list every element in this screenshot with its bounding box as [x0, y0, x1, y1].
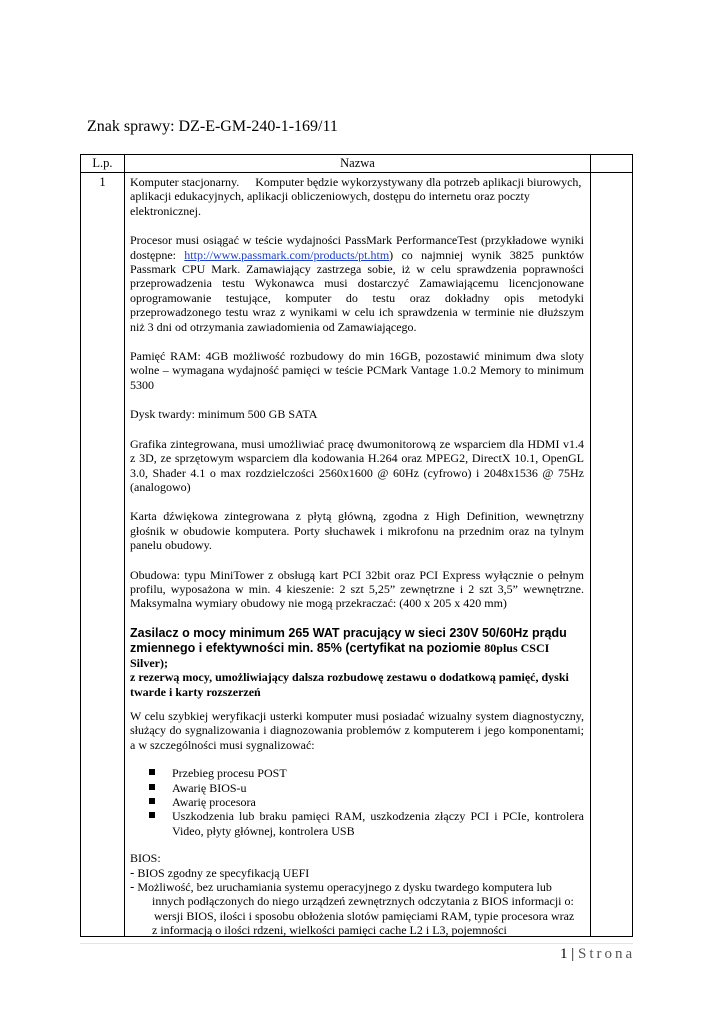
audio-paragraph: Karta dźwiękowa zintegrowana z płytą główną, zgodna z High Definition, wewnętrzny głośnik w obudowie komputera. Porty słuchawek i mikrofonu na przednim oraz na tylnym panelu obudowy. — [130, 509, 584, 553]
square-bullet-icon — [149, 769, 155, 775]
row-number: 1 — [99, 175, 106, 189]
diagnostic-paragraph: W celu szybkiej weryfikacji usterki komputer musi posiadać wizualny system diagnostyczny, służący do sygnalizowania i diagnozowania problemów z komputerem i jego komponentami; a w szczególności musi sygnalizować: — [130, 708, 584, 752]
diagnostic-list — [130, 766, 584, 838]
list-item: Awarię procesora — [130, 795, 584, 809]
list-item: Uszkodzenia lub braku pamięci RAM, uszkodzenia złączy PCI i PCIe, kontrolera Video, płyty głównej, kontrolera USB — [130, 809, 584, 838]
list-item: Awarię BIOS-u — [130, 781, 584, 795]
page-label: Strona — [578, 946, 636, 962]
bios-heading: BIOS: — [130, 851, 161, 866]
cpu-text-end: ) co najmniej wynik 3825 punktów Passmark CPU Mark. Zamawiający zastrzega sobie, iż w celu sprawdzenia poprawności przeprowadzenia testu Wykonawca musi dostarczyć Zamawiającemu licencjonowane oprogramowanie testujące, komputer do testu oraz dokładny opis metodyki przeprowadzonego testu wraz z wynikami w celu ich sprawdzenia w terminie nie dłuższym niż 3 dni od otrzymania zawiadomienia od Zamawiającego. — [130, 247, 584, 334]
psu-text-start: Zasilacz o mocy minimum 265 WAT pracujący w sieci 230V 50/60Hz prądu zmiennego i efektywności min. 85% (certyfikat na poziomie — [130, 625, 567, 655]
square-bullet-icon — [149, 812, 155, 818]
header-name: Nazwa — [340, 156, 375, 170]
header-lp: L.p. — [92, 156, 113, 170]
square-bullet-icon — [149, 784, 155, 790]
footer-separator: | — [571, 946, 575, 962]
intro-paragraph — [130, 175, 584, 218]
disk-paragraph: Dysk twardy: minimum 500 GB SATA — [130, 407, 318, 422]
bios-item-continuation: wersji BIOS, ilości i sposobu obłożenia slotów pamięciami RAM, typie procesora wraz — [154, 908, 575, 923]
dash-bullet: - — [130, 864, 135, 880]
case-reference: Znak sprawy: DZ-E-GM-240-1-169/11 — [87, 118, 338, 135]
power-supply-paragraph — [130, 626, 584, 699]
cpu-text-start: Procesor musi osiągać w teście wydajności PassMark PerformanceTest (przykładowe wyniki dostępne: — [130, 233, 584, 262]
header-divider — [81, 172, 632, 173]
row-content — [130, 175, 584, 938]
bios-item: - BIOS zgodny ze specyfikacją UEFI — [130, 864, 310, 880]
square-bullet-icon — [149, 798, 155, 804]
bios-item-continuation: innych podłączonych do niego urządzeń zewnętrznych odczytania z BIOS informacji o: — [152, 894, 574, 909]
footer-divider — [80, 943, 633, 944]
psu-text-end: z rezerwą mocy, umożliwiający dalsza rozbudowę zestawu o dodatkową pamięć, dyski twarde i karty rozszerzeń — [130, 670, 569, 699]
passmark-link[interactable]: http://www.passmark.com/products/pt.htm — [184, 247, 390, 262]
column-divider — [590, 155, 591, 936]
list-item: Przebieg procesu POST — [130, 766, 584, 780]
intro-title: Komputer stacjonarny. — [130, 175, 240, 189]
ram-paragraph: Pamięć RAM: 4GB możliwość rozbudowy do min 16GB, pozostawić minimum dwa sloty wolne – wymagana wydajność pamięci w teście PCMark Vantage 1.0.2 Memory to minimum 5300 — [130, 349, 584, 392]
psu-certificate: 80plus CSCI Silver); — [130, 640, 550, 670]
case-paragraph: Obudowa: typu MiniTower z obsługą kart PCI 32bit oraz PCI Express wyłącznie o pełnym profilu, wyposażona w min. 4 kieszenie: 2 szt 5,25” zewnętrzne i 2 szt 3,5” wewnętrzne. Maksymalna wymiary obudowy nie mogą przekraczać: (400 x 205 x 420 mm) — [130, 567, 584, 611]
bios-item-continuation: z informacją o ilości rdzeni, wielkości pamięci cache L2 i L3, pojemności — [152, 923, 507, 938]
page-footer — [560, 946, 635, 963]
intro-text: Komputer będzie wykorzystywany dla potrzeb aplikacji biurowych, aplikacji edukacyjnych, aplikacji obliczeniowych, dostępu do internetu oraz poczty elektronicznej. — [130, 175, 582, 218]
cpu-paragraph — [130, 233, 584, 334]
dash-bullet: - — [130, 879, 135, 895]
bios-item: - Możliwość, bez uruchamiania systemu operacyjnego z dysku twardego komputera lub — [130, 879, 552, 895]
graphics-paragraph: Grafika zintegrowana, musi umożliwiać pracę dwumonitorową ze wsparciem dla HDMI v1.4 z 3D, ze sprzętowym wsparciem dla kodowania H.264 oraz MPEG2, DirectX 10.1, OpenGL 3.0, Shader 4.1 o max rozdzielczości 2560x1600 @ 60Hz (cyfrowo) i 2048x1536 @ 75Hz (analogowo) — [130, 436, 584, 494]
column-divider — [124, 155, 125, 936]
page-number: 1 — [560, 946, 568, 962]
specification-table — [80, 154, 633, 937]
